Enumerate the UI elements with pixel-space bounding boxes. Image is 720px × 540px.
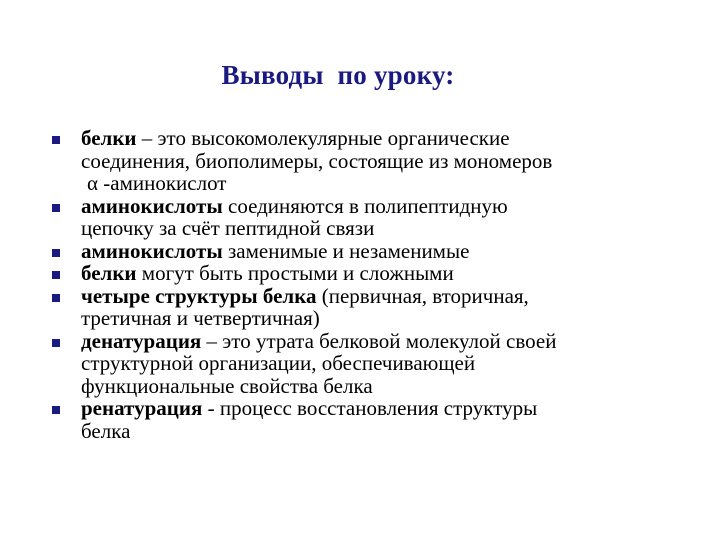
slide-title: Выводы по уроку: (221, 60, 455, 90)
list-item (52, 127, 672, 195)
list-item (52, 397, 672, 442)
square-bullet-icon (52, 271, 60, 279)
item-term: аминокислоты (81, 238, 223, 263)
item-line: структурной организации, обеспечивающей (81, 351, 476, 375)
item-line: соединения, биополимеры, состоящие из мономеров (81, 148, 553, 173)
item-term: денатурация (81, 328, 202, 353)
item-term: белки (81, 261, 137, 285)
item-line (81, 330, 672, 353)
item-term: ренатурация (81, 396, 203, 420)
item-line (81, 240, 672, 263)
list-item (52, 285, 672, 330)
item-line: α -аминокислот (87, 171, 227, 195)
item-line: цепочку за счёт пептидной связи (81, 216, 375, 240)
item-line: третичная и четвертичная) (81, 306, 320, 330)
square-bullet-icon (52, 406, 60, 414)
item-text: заменимые и незаменимые (222, 238, 470, 263)
item-line (81, 285, 672, 308)
item-text: соединяются в полипептидную (222, 193, 508, 218)
square-bullet-icon (52, 294, 60, 302)
list-item (52, 262, 672, 285)
item-text: (первичная, вторичная, (316, 283, 529, 308)
item-line (81, 195, 672, 218)
item-line: функциональные свойства белка (81, 373, 373, 398)
conclusions-list (52, 127, 672, 442)
item-line (81, 127, 672, 150)
item-term: аминокислоты (81, 193, 223, 218)
item-text: - процесс восстановления структуры (202, 396, 538, 420)
item-term: белки (81, 126, 137, 150)
square-bullet-icon (52, 136, 60, 144)
list-item (52, 240, 672, 263)
list-item (52, 195, 672, 240)
item-term: четыре структуры белка (81, 283, 317, 308)
item-text: – это утрата белковой молекулой своей (201, 328, 557, 353)
square-bullet-icon (52, 204, 60, 212)
list-item (52, 330, 672, 398)
square-bullet-icon (52, 339, 60, 347)
item-text: – это высокомолекулярные органические (136, 126, 510, 150)
item-line: белка (81, 418, 131, 443)
item-line (81, 262, 672, 285)
item-text: могут быть простыми и сложными (136, 261, 454, 285)
item-line (81, 397, 672, 420)
square-bullet-icon (52, 249, 60, 257)
